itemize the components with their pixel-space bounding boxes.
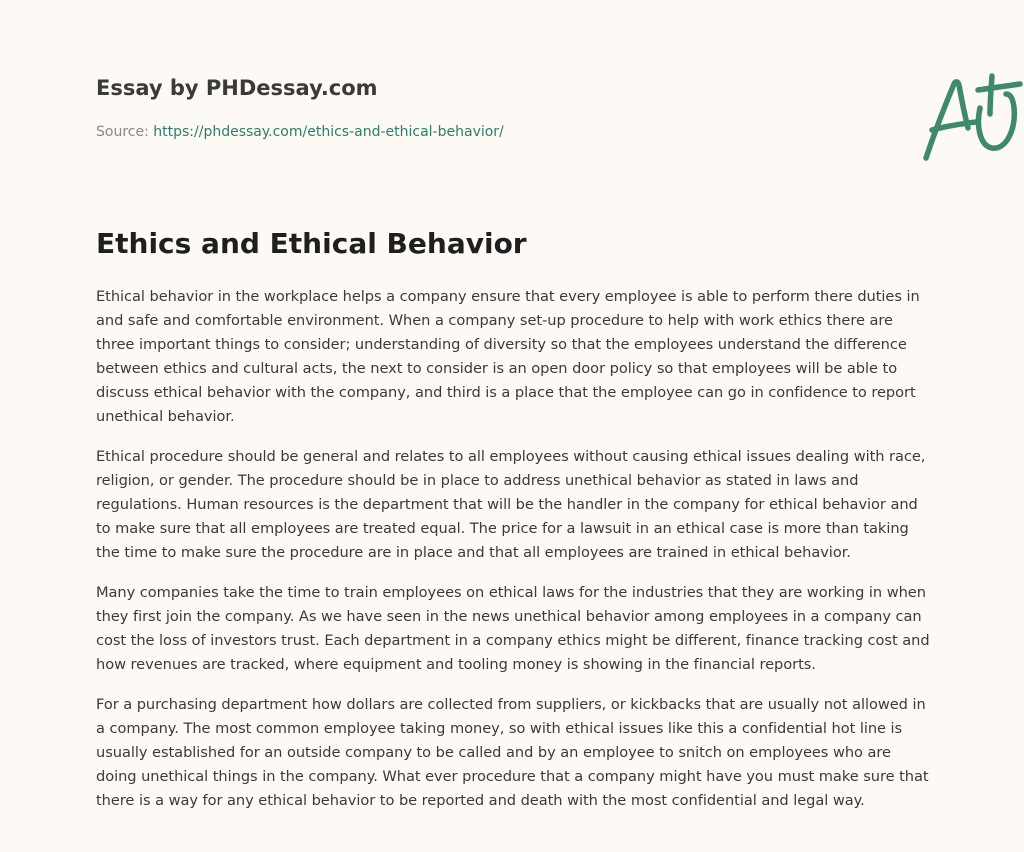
source-label: Source: <box>96 124 154 140</box>
source-link[interactable]: https://phdessay.com/ethics-and-ethical-behavior/ <box>153 124 504 140</box>
source-line <box>96 124 504 140</box>
site-title: Essay by PHDessay.com <box>96 76 378 100</box>
essay-paragraph: For a purchasing department how dollars are collected from suppliers, or kickbacks that are usually not allowed in a company. The most common employee taking money, so with ethical issues like this a confidential hot line is usually established for an outside company to be called and by an employee to snitch on employees who are doing unethical things in the company. What ever procedure that a company might have you must make sure that there is a way for any ethical behavior to be reported and death with the most confidential and legal way. <box>96 696 929 809</box>
essay-title: Ethics and Ethical Behavior <box>96 227 527 260</box>
essay-paragraph: Ethical procedure should be general and relates to all employees without causing ethical issues dealing with race, religion, or gender. The procedure should be in place to address unethical behavior as stated in laws and regulations. Human resources is the department that will be the handler in the company for ethical behavior and to make sure that all employees are treated equal. The price for a lawsuit in an ethical case is more than taking the time to make sure the procedure are in place and that all employees are trained in ethical behavior. <box>96 448 926 561</box>
a-plus-logo-icon <box>920 68 1024 164</box>
essay-body <box>96 285 930 829</box>
essay-paragraph: Many companies take the time to train employees on ethical laws for the industries that they are working in when they first join the company. As we have seen in the news unethical behavior among employees in a company can cost the loss of investors trust. Each department in a company ethics might be different, finance tracking cost and how revenues are tracked, where equipment and tooling money is showing in the financial reports. <box>96 584 930 673</box>
essay-paragraph: Ethical behavior in the workplace helps a company ensure that every employee is able to perform there duties in and safe and comfortable environment. When a company set-up procedure to help with work ethics there are three important things to consider; understanding of diversity so that the employees understand the difference between ethics and cultural acts, the next to consider is an open door policy so that employees will be able to discuss ethical behavior with the company, and third is a place that the employee can go in confidence to report unethical behavior. <box>96 288 920 425</box>
